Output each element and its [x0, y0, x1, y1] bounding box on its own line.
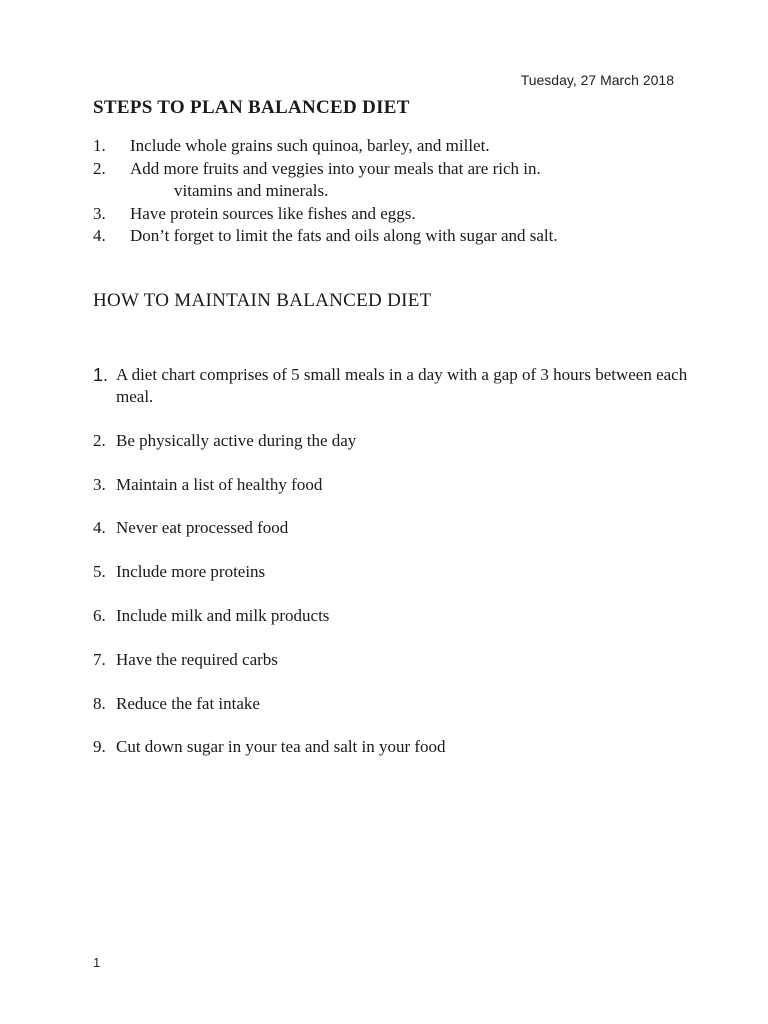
document-date: Tuesday, 27 March 2018 [520, 72, 674, 88]
list-item-text: Include more proteins [116, 562, 266, 582]
list-item [93, 561, 693, 583]
list-item [93, 430, 693, 452]
list-item-line: Add more fruits and veggies into your meals that are rich in. [130, 158, 541, 178]
list-item-text: A diet chart comprises of 5 small meals in a day with a gap of 3 hours between each meal. [116, 365, 688, 406]
list-item-number: 8. [93, 693, 106, 713]
list-item-number: 2. [93, 158, 106, 178]
list-item-number: 3. [93, 474, 106, 494]
list-item [93, 693, 693, 715]
list-item-text: Have the required carbs [116, 649, 278, 669]
list-item-continuation: vitamins and minerals. [174, 181, 329, 200]
list-item-number: 7. [93, 649, 106, 669]
steps-list [93, 135, 713, 248]
list-item [93, 649, 693, 671]
list-item [93, 135, 713, 158]
list-item [93, 605, 693, 627]
list-item-number: 1. [93, 136, 106, 155]
section-heading-steps: STEPS TO PLAN BALANCED DIET [93, 97, 410, 118]
list-item-text: Include milk and milk products [116, 605, 330, 625]
list-item-text: Cut down sugar in your tea and salt in your food [116, 737, 446, 757]
list-item [93, 225, 713, 248]
list-item [93, 364, 693, 408]
list-item-number: 5. [93, 562, 106, 582]
list-item-text: Never eat processed food [116, 518, 289, 538]
list-item-number: 1. [93, 365, 109, 385]
list-item-number: 9. [93, 737, 106, 757]
page-number: 1 [93, 955, 101, 970]
list-item [93, 517, 693, 539]
section-heading-maintain: HOW TO MAINTAIN BALANCED DIET [93, 290, 432, 311]
list-item-text: Have protein sources like fishes and eggs. [130, 203, 416, 223]
list-item [93, 203, 713, 226]
list-item-text: Maintain a list of healthy food [116, 474, 323, 494]
list-item-text: Reduce the fat intake [116, 693, 260, 713]
list-item-number: 2. [93, 430, 106, 450]
list-item-number: 3. [93, 203, 106, 223]
maintain-list [93, 364, 693, 780]
list-item-text [130, 158, 713, 203]
list-item [93, 736, 693, 758]
list-item-text: Include whole grains such quinoa, barley, and millet. [130, 136, 490, 155]
list-item-number: 4. [93, 226, 106, 245]
list-item-number: 4. [93, 518, 106, 538]
list-item-number: 6. [93, 605, 106, 625]
list-item [93, 158, 713, 203]
list-item-text: Don’t forget to limit the fats and oils along with sugar and salt. [130, 226, 558, 245]
list-item-text: Be physically active during the day [116, 430, 357, 450]
list-item [93, 474, 693, 496]
